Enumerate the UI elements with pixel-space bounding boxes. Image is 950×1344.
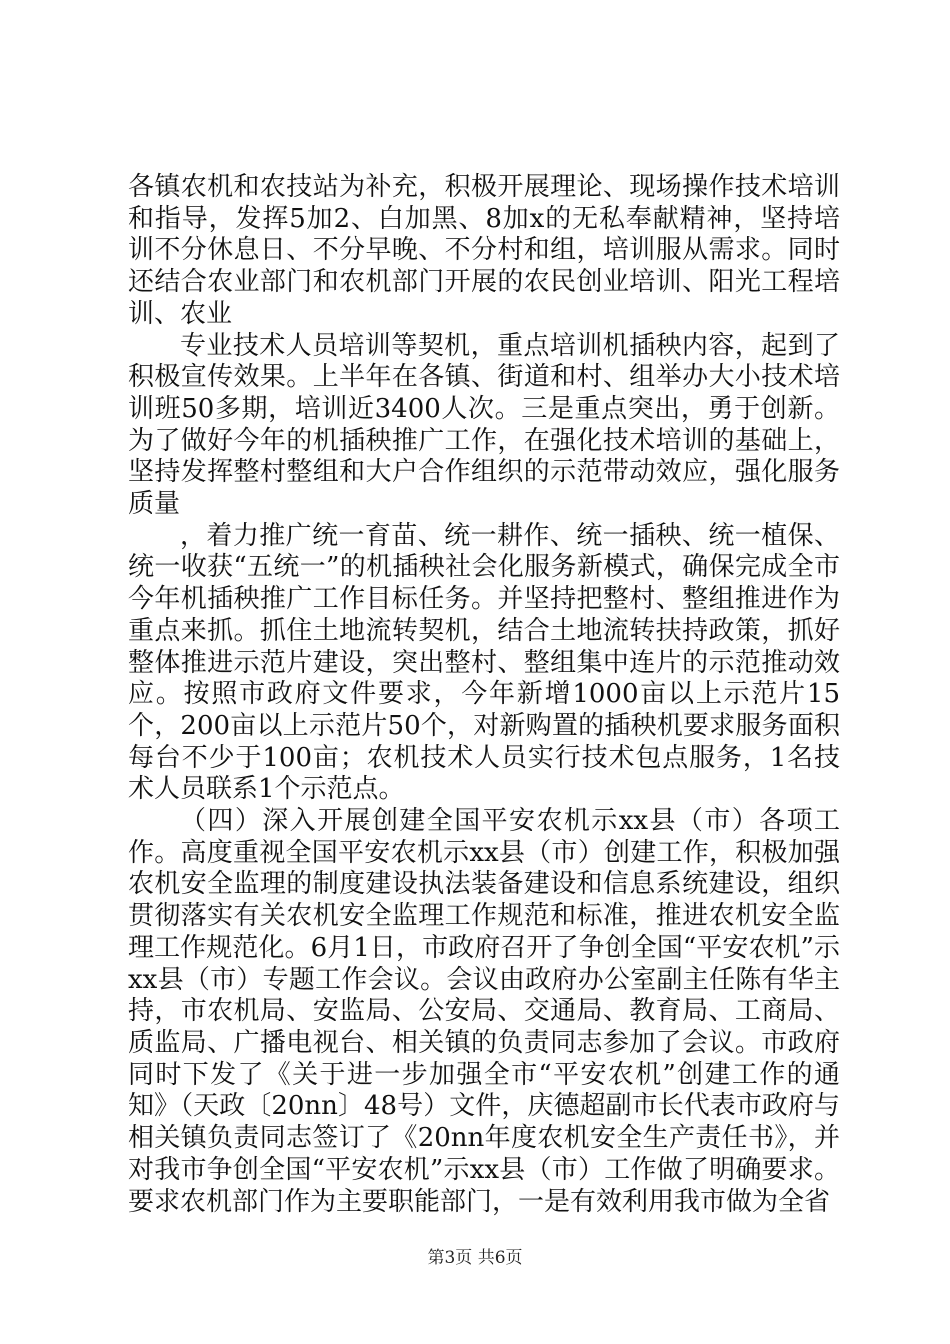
body-paragraph: ，着力推广统一育苗、统一耕作、统一插秧、统一植保、统一收获“五统一”的机插秧社会化服务新模式，确保完成全市今年机插秧推广工作目标任务。并坚持把整村、整组推进作为重点来抓。抓住土地流转契机，结合土地流转扶持政策，抓好整体推进示范片建设，突出整村、整组集中连片的示范推动效应。按照市政府文件要求，今年新增1000亩以上示范片15个，200亩以上示范片50个，对新购置的插秧机要求服务面积每台不少于100亩；农机技术人员实行技术包点服务，1名技术人员联系1个示范点。 — [128, 520, 840, 805]
document-body — [128, 172, 840, 1218]
body-paragraph: 各镇农机和农技站为补充，积极开展理论、现场操作技术培训和指导，发挥5加2、白加黑、8加x的无私奉献精神，坚持培训不分休息日、不分早晚、不分村和组，培训服从需求。同时还结合农业部门和农机部门开展的农民创业培训、阳光工程培训、农业 — [128, 172, 840, 329]
body-paragraph: 专业技术人员培训等契机，重点培训机插秧内容，起到了积极宣传效果。上半年在各镇、街道和村、组举办大小技术培训班50多期，培训近3400人次。三是重点突出，勇于创新。为了做好今年的机插秧推广工作，在强化技术培训的基础上，坚持发挥整村整组和大户合作组织的示范带动效应，强化服务质量 — [128, 330, 840, 520]
page-number-footer: 第3页 共6页 — [427, 1248, 523, 1268]
body-paragraph: （四）深入开展创建全国平安农机示xx县（市）各项工作。高度重视全国平安农机示xx县（市）创建工作，积极加强农机安全监理的制度建设执法装备建设和信息系统建设，组织贯彻落实有关农机安全监理工作规范和标准，推进农机安全监理工作规范化。6月1日，市政府召开了争创全国“平安农机”示xx县（市）专题工作会议。会议由政府办公室副主任陈有华主持，市农机局、安监局、公安局、交通局、教育局、工商局、质监局、广播电视台、相关镇的负责同志参加了会议。市政府同时下发了《关于进一步加强全市“平安农机”创建工作的通知》（天政〔20nn〕48号）文件，庆德超副市长代表市政府与相关镇负责同志签订了《20nn年度农机安全生产责任书》，并对我市争创全国“平安农机”示xx县（市）工作做了明确要求。要求农机部门作为主要职能部门，一是有效利用我市做为全省 — [128, 806, 840, 1217]
